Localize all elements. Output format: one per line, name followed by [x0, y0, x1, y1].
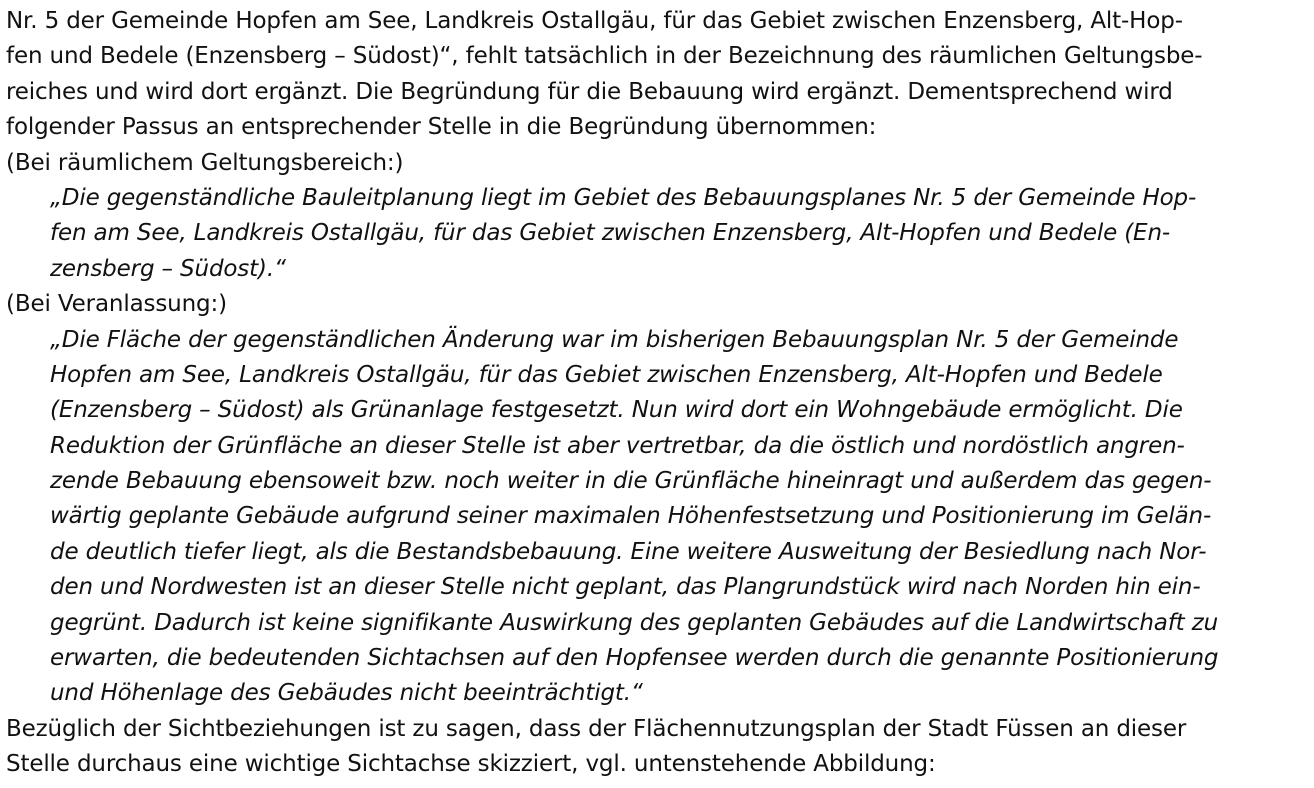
quote-line: zende Bebauung ebensoweit bzw. noch weiter in die Grünfläche hineinragt und außerdem das gegen- — [50, 468, 1212, 495]
paragraph-intro — [6, 4, 1310, 146]
quote-line: Hopfen am See, Landkreis Ostallgäu, für das Gebiet zwischen Enzensberg, Alt-Hopfen und Bedele — [50, 361, 1163, 388]
quote-line: fen am See, Landkreis Ostallgäu, für das Gebiet zwischen Enzensberg, Alt-Hopfen und Bedele (En- — [50, 220, 1171, 247]
quote-line: erwarten, die bedeutenden Sichtachsen auf den Hopfensee werden durch die genannte Positionierung — [50, 645, 1219, 672]
text-line: fen und Bedele (Enzensberg – Südost)“, fehlt tatsächlich in der Bezeichnung des räumlichen Geltungsbe- — [6, 43, 1203, 70]
text-line: Nr. 5 der Gemeinde Hopfen am See, Landkreis Ostallgäu, für das Gebiet zwischen Enzensberg, Alt-Hop- — [6, 8, 1183, 34]
text-line: Stelle durchaus eine wichtige Sichtachse skizziert, vgl. untenstehende Abbildung: — [6, 751, 936, 778]
quote-line: de deutlich tiefer liegt, als die Bestandsbebauung. Eine weitere Ausweitung der Besiedlung nach Nor- — [50, 538, 1207, 565]
quote-veranlassung — [6, 323, 1310, 712]
label-geltungsbereich: (Bei räumlichem Geltungsbereich:) — [6, 149, 404, 176]
quote-line: Reduktion der Grünfläche an dieser Stelle ist aber vertretbar, da die östlich und nordöstlich angren- — [50, 432, 1185, 459]
label-veranlassung: (Bei Veranlassung:) — [6, 291, 227, 318]
text-line: folgender Passus an entsprechender Stelle in die Begründung übernommen: — [6, 114, 877, 141]
quote-line: „Die Fläche der gegenständlichen Änderung war im bisherigen Bebauungsplan Nr. 5 der Gemeinde — [50, 326, 1179, 353]
quote-line: (Enzensberg – Südost) als Grünanlage festgesetzt. Nun wird dort ein Wohngebäude ermöglicht. Die — [50, 397, 1183, 424]
quote-line: wärtig geplante Gebäude aufgrund seiner maximalen Höhenfestsetzung und Positionierung im Gelän- — [50, 503, 1212, 530]
quote-line: „Die gegenständliche Bauleitplanung liegt im Gebiet des Bebauungsplanes Nr. 5 der Gemeinde Hop- — [50, 184, 1197, 211]
quote-line: den und Nordwesten ist an dieser Stelle nicht geplant, das Plangrundstück wird nach Norden hin ein- — [50, 574, 1201, 601]
document-page — [6, 4, 1310, 783]
quote-line: und Höhenlage des Gebäudes nicht beeinträchtigt.“ — [50, 680, 643, 707]
text-line: Bezüglich der Sichtbeziehungen ist zu sagen, dass der Flächennutzungsplan der Stadt Füssen an dieser — [6, 715, 1187, 742]
text-line: reiches und wird dort ergänzt. Die Begründung für die Bebauung wird ergänzt. Dementsprechend wird — [6, 78, 1173, 105]
quote-line: zensberg – Südost).“ — [50, 255, 286, 282]
paragraph-sichtbeziehungen — [6, 712, 1310, 783]
quote-geltungsbereich — [6, 181, 1310, 287]
quote-line: gegrünt. Dadurch ist keine signifikante Auswirkung des geplanten Gebäudes auf die Landwirtschaft zu — [50, 609, 1219, 636]
